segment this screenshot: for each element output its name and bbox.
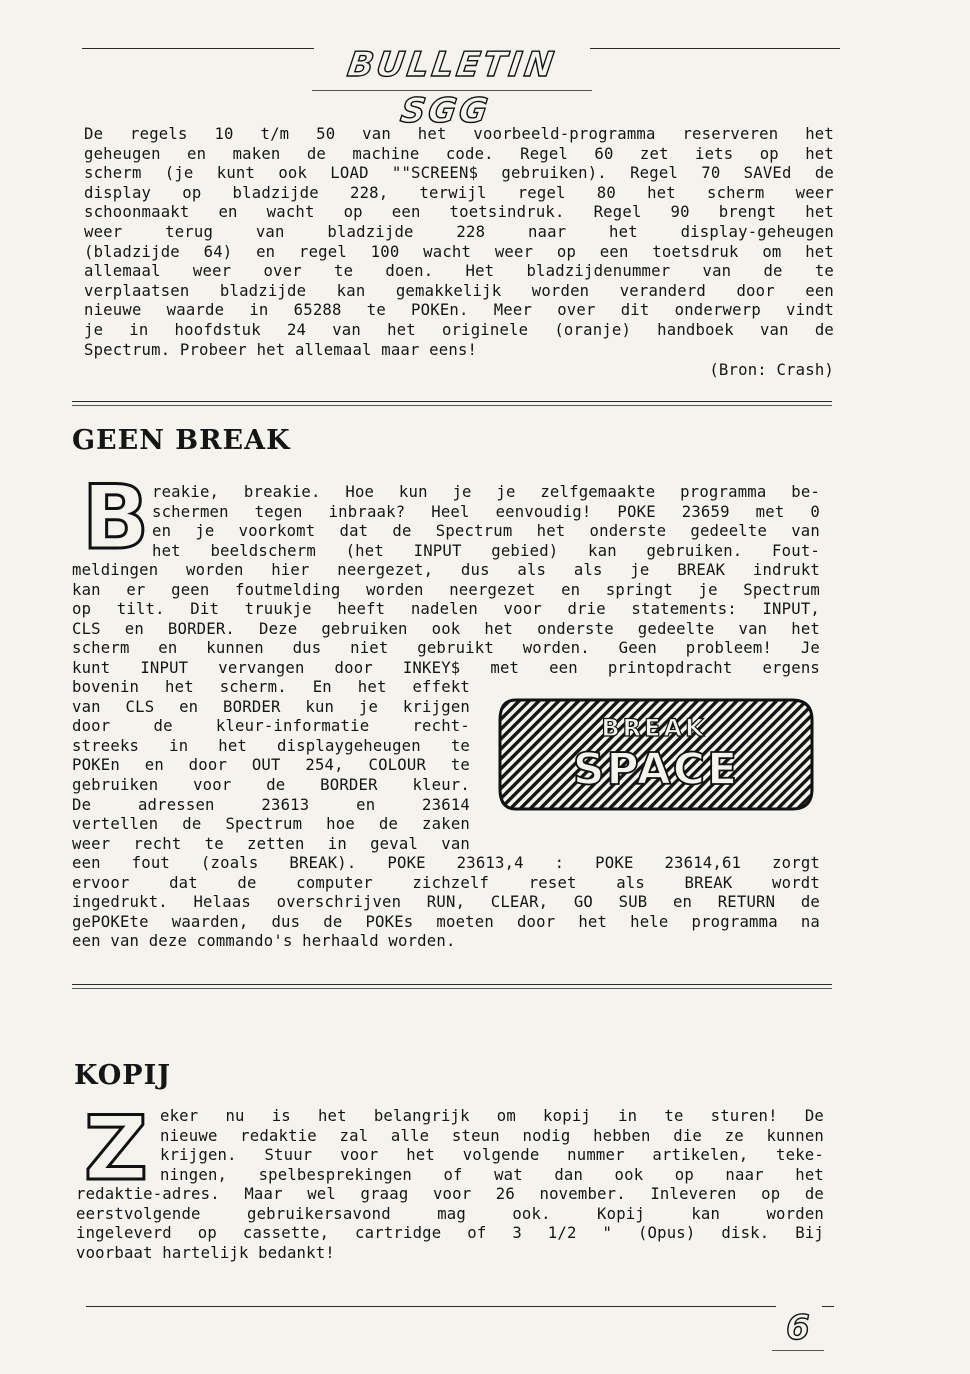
text-line: eker nu is het belangrijk om kopij in te sturen! De [160, 1107, 824, 1125]
geen-break-full-text [72, 561, 820, 679]
text-line: door de kleur-informatie recht- [72, 717, 470, 736]
text-line: weer recht te zetten in geval van [72, 834, 470, 853]
key-label-space: SPACE [572, 744, 740, 795]
text-line: redaktie-adres. Maar wel graag voor 26 november. Inleveren op de [76, 1185, 824, 1203]
section-rule-2 [72, 984, 832, 985]
section-rule-1b [72, 405, 832, 406]
kopij-full-text [76, 1185, 824, 1263]
text-line: gebruiken voor de BORDER kleur. [72, 775, 470, 794]
heading-kopij: KOPIJ [74, 1060, 171, 1091]
text-line: display op bladzijde 228, terwijl regel 80 het scherm weer [84, 183, 834, 202]
masthead [312, 42, 592, 131]
text-line: van CLS en BORDER kun je krijgen [72, 697, 470, 716]
text-line: ningen, spelbesprekingen of wat dan ook op naar het [160, 1165, 824, 1184]
masthead-title: BULLETIN SGG [344, 45, 559, 131]
heading-geen-break: GEEN BREAK [72, 425, 291, 456]
text-line: een van deze commando's herhaald worden. [72, 932, 456, 951]
geen-break-indented-text [152, 483, 820, 561]
section-rule-1 [72, 401, 832, 402]
text-line: Spectrum. Probeer het allemaal maar eens! [84, 340, 478, 359]
text-line: geheugen en maken de machine code. Regel 60 zet iets op het [84, 144, 834, 163]
page-number: 6 [786, 1308, 810, 1348]
text-line: (bladzijde 64) en regel 100 wacht weer op een toetsdruk om het [84, 242, 834, 261]
text-line: voorbaat hartelijk bedankt! [76, 1243, 335, 1262]
text-line: weer terug van bladzijde 228 naar het display-geheugen [84, 222, 834, 241]
text-line: nieuwe redaktie zal alle steun nodig hebben die ze kunnen [160, 1126, 824, 1145]
text-line: op tilt. Dit truukje heeft nadelen voor drie statements: INPUT, [72, 600, 820, 619]
text-line: POKEn en door OUT 254, COLOUR te [72, 756, 470, 775]
text-line: nieuwe waarde in 65288 te POKEn. Meer over dit onderwerp vindt [84, 301, 834, 320]
geen-break-end-text [72, 854, 820, 952]
text-line: scherm (je kunt ook LOAD ""SCREEN$ gebruiken). Regel 70 SAVEd de [84, 164, 834, 183]
text-line: vertellen de Spectrum hoe de zaken [72, 815, 470, 834]
text-line: De regels 10 t/m 50 van het voorbeeld-programma reserveren het [84, 125, 834, 143]
text-line: kunt INPUT vervangen door INKEY$ met een printopdracht ergens [72, 658, 820, 677]
key-label-break: BREAK [601, 714, 707, 742]
footer-rule [86, 1306, 776, 1307]
text-line: verplaatsen bladzijde kan gemakkelijk worden veranderd door een [84, 281, 834, 300]
text-line: ervoor dat de computer zichzelf reset als BREAK wordt [72, 873, 820, 892]
text-line: schermen tegen inbraak? Heel eenvoudig! POKE 23659 met 0 [152, 502, 820, 521]
text-line: reakie, breakie. Hoe kun je je zelfgemaakte programma be- [152, 483, 820, 501]
text-line: scherm en kunnen dus niet gebruikt worden. Geen probleem! Je [72, 639, 820, 658]
page-number-underline [772, 1350, 824, 1351]
text-line: ingedrukt. Helaas overschrijven RUN, CLEAR, GO SUB en RETURN de [72, 893, 820, 912]
intro-source: (Bron: Crash) [709, 361, 834, 379]
geen-break-narrow-text [72, 678, 470, 854]
masthead-underline [312, 90, 592, 91]
header-rule-right [590, 48, 840, 49]
break-space-key-illustration [494, 694, 819, 815]
text-line: gePOKEte waarden, dus de POKEs moeten door het hele programma na [72, 912, 820, 931]
text-line: bovenin het scherm. En het effekt [72, 678, 470, 696]
text-line: kan er geen foutmelding worden neergezet en springt je Spectrum [72, 580, 820, 599]
text-line: streeks in het displaygeheugen te [72, 736, 470, 755]
text-line: een fout (zoals BREAK). POKE 23613,4 : POKE 23614,61 zorgt [72, 854, 820, 872]
section-rule-2b [72, 988, 832, 989]
text-line: schoonmaakt en wacht op een toetsindruk. Regel 90 brengt het [84, 203, 834, 222]
text-line: CLS en BORDER. Deze gebruiken ook het onderste gedeelte van het [72, 619, 820, 638]
text-line: het beeldscherm (het INPUT gebied) kan gebruiken. Fout- [152, 541, 820, 560]
text-line: krijgen. Stuur voor het volgende nummer artikelen, teke- [160, 1146, 824, 1165]
dropcap-b: B [82, 466, 150, 569]
text-line: eerstvolgende gebruikersavond mag ook. Kopij kan worden [76, 1204, 824, 1223]
text-line: ingeleverd op cassette, cartridge of 3 1/2 " (Opus) disk. Bij [76, 1224, 824, 1243]
intro-paragraph [84, 125, 834, 360]
dropcap-z: Z [84, 1097, 148, 1200]
text-line: je in hoofdstuk 24 van het originele (oranje) handboek van de [84, 320, 834, 339]
header-rule-left [82, 48, 314, 49]
text-line: De adressen 23613 en 23614 [72, 795, 470, 814]
text-line: en je voorkomt dat de Spectrum het onderste gedeelte van [152, 522, 820, 541]
text-line: meldingen worden hier neergezet, dus als als je BREAK indrukt [72, 561, 820, 579]
text-line: allemaal weer over te doen. Het bladzijdenummer van de te [84, 262, 834, 281]
kopij-indented-text [160, 1107, 824, 1185]
